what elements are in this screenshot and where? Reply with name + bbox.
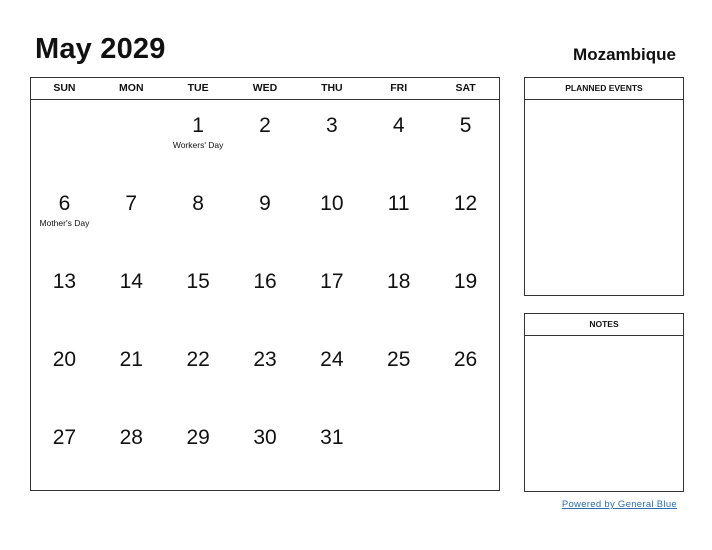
day-number: 16 — [253, 270, 277, 293]
day-number: 8 — [192, 192, 204, 215]
weekday-wed: WED — [252, 82, 278, 94]
day-number: 4 — [392, 114, 405, 137]
planned-events-panel — [524, 77, 684, 296]
day-cell — [365, 178, 432, 256]
day-number: 27 — [52, 426, 77, 449]
weekday-fri: FRI — [390, 82, 408, 94]
day-number: 23 — [253, 348, 277, 371]
weekday-sat: SAT — [455, 82, 476, 94]
day-cell — [298, 334, 365, 412]
day-number: 22 — [186, 348, 210, 371]
weekday-tue: TUE — [187, 82, 209, 94]
day-number: 28 — [119, 426, 143, 449]
day-number: 30 — [253, 426, 277, 449]
day-number: 7 — [125, 192, 138, 215]
day-cell — [365, 412, 432, 490]
day-number: 15 — [186, 270, 210, 293]
day-cell — [365, 334, 432, 412]
day-number — [98, 100, 165, 114]
day-cells — [31, 100, 499, 490]
day-number: 6 — [58, 192, 71, 215]
day-number: 5 — [459, 114, 472, 137]
day-cell — [298, 412, 365, 490]
day-cell — [31, 178, 98, 256]
day-cell — [232, 334, 299, 412]
day-cell — [165, 334, 232, 412]
day-number: 24 — [320, 348, 344, 371]
day-cell — [432, 100, 499, 178]
calendar-grid — [30, 77, 500, 491]
day-number: 19 — [453, 270, 478, 293]
day-number: 11 — [387, 192, 410, 215]
weekday-mon: MON — [119, 82, 144, 94]
day-cell — [432, 412, 499, 490]
day-cell — [31, 100, 98, 178]
planned-events-heading: PLANNED EVENTS — [525, 78, 683, 100]
day-number — [31, 100, 98, 114]
day-cell — [165, 412, 232, 490]
day-number: 14 — [119, 270, 143, 293]
powered-by-link[interactable]: Powered by General Blue — [561, 499, 677, 510]
day-number: 17 — [320, 270, 344, 293]
notes-panel — [524, 313, 684, 492]
notes-heading: NOTES — [525, 314, 683, 336]
day-cell — [98, 178, 165, 256]
day-cell — [232, 178, 299, 256]
day-cell — [298, 178, 365, 256]
day-cell — [232, 100, 299, 178]
day-cell — [298, 256, 365, 334]
day-cell — [98, 412, 165, 490]
day-number: 1 — [192, 114, 204, 137]
day-cell — [165, 100, 232, 178]
day-cell — [365, 256, 432, 334]
day-cell — [165, 178, 232, 256]
day-number: 9 — [259, 192, 271, 215]
weekday-sun: SUN — [53, 82, 76, 94]
day-number: 12 — [453, 192, 478, 215]
day-cell — [165, 256, 232, 334]
day-cell — [432, 334, 499, 412]
day-cell — [432, 256, 499, 334]
holiday-label: Mother's Day — [39, 218, 90, 228]
day-cell — [98, 334, 165, 412]
day-number: 21 — [119, 348, 143, 371]
day-cell — [98, 256, 165, 334]
day-number: 31 — [320, 426, 344, 449]
day-cell — [365, 100, 432, 178]
day-number — [365, 412, 432, 426]
day-number: 26 — [453, 348, 478, 371]
day-cell — [31, 412, 98, 490]
day-number: 25 — [387, 348, 411, 371]
day-number: 10 — [320, 192, 344, 215]
weekday-thu: THU — [321, 82, 343, 94]
calendar-title: May 2029 — [35, 33, 166, 65]
weekday-header-row — [31, 78, 499, 100]
day-cell — [98, 100, 165, 178]
country-label: Mozambique — [573, 45, 676, 64]
day-cell — [232, 412, 299, 490]
day-cell — [298, 100, 365, 178]
day-number — [432, 412, 499, 426]
day-number: 3 — [326, 114, 338, 137]
day-cell — [31, 256, 98, 334]
day-cell — [432, 178, 499, 256]
day-cell — [31, 334, 98, 412]
day-number: 13 — [52, 270, 77, 293]
day-cell — [232, 256, 299, 334]
holiday-label: Workers' Day — [172, 140, 224, 150]
day-number: 2 — [259, 114, 271, 137]
day-number: 29 — [186, 426, 210, 449]
day-number: 20 — [52, 348, 77, 371]
day-number: 18 — [387, 270, 411, 293]
